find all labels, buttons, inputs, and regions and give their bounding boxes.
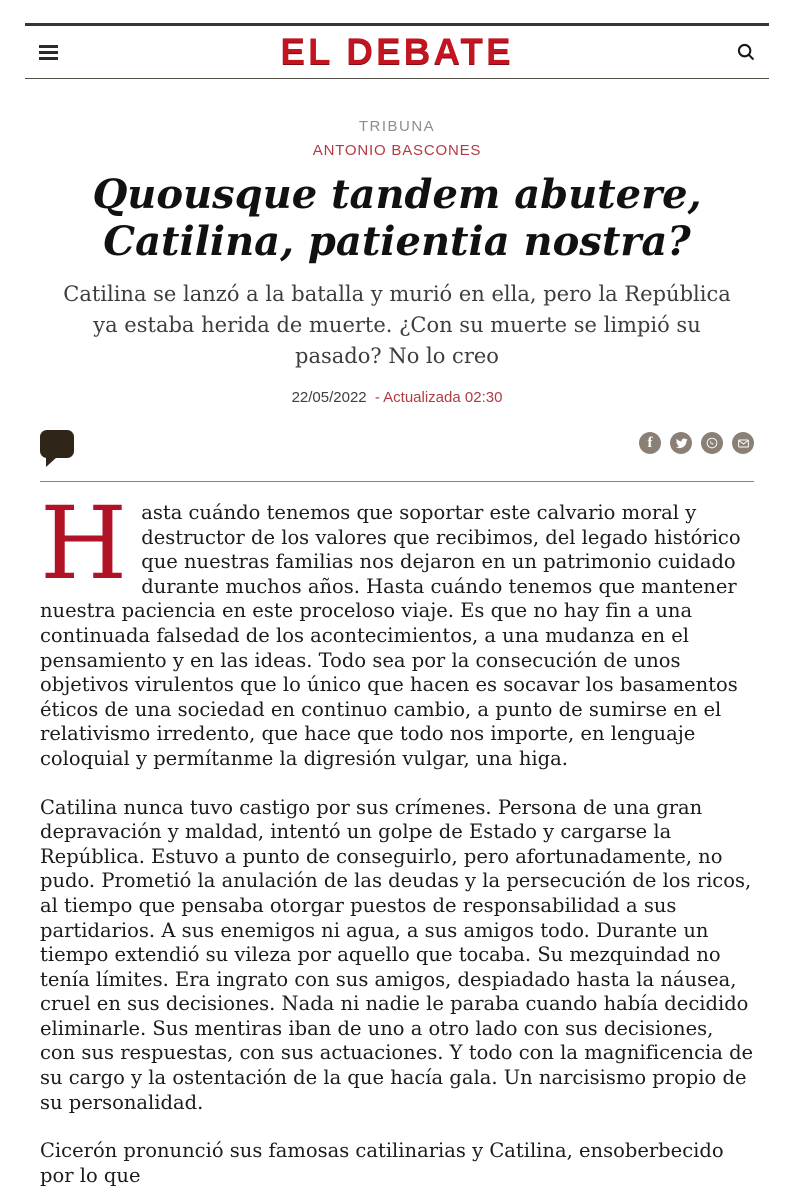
article-subtitle: Catilina se lanzó a la batalla y murió en ella, pero la República ya estaba herida de muerte. ¿Con su muerte se limpió su pasado? No lo creo <box>63 282 731 368</box>
header-bottom-rule <box>25 78 769 79</box>
article <box>40 118 754 1188</box>
publish-date: 22/05/2022 <box>291 389 367 406</box>
site-header <box>0 23 794 79</box>
share-row <box>40 430 754 466</box>
article-divider <box>40 481 754 482</box>
dateline <box>40 389 754 406</box>
paragraph: Catilina nunca tuvo castigo por sus crímenes. Persona de una gran depravación y maldad, intentó un golpe de Estado y cargarse la República. Estuvo a punto de conseguirlo, pero afortunadamente, no pudo. Prometió la anulación de las deudas y la persecución de los ricos, al tiempo que pensaba otorgar puestos de responsabilidad a sus partidarios. A sus enemigos ni agua, a sus amigos todo. Durante un tiempo extendió su vileza por aquello que tocaba. Su mezquindad no tenía límites. Era ingrato con sus amigos, despiadado hasta la náusea, cruel en sus decisiones. Nada ni nadie le paraba cuando había decidido eliminarle. Sus mentiras iban de uno a otro lado con sus decisiones, con sus respuestas, con sus actuaciones. Y todo con la magnificencia de su cargo y la ostentación de la que hacía gala. Un narcisismo propio de su personalidad. <box>40 795 754 1114</box>
page <box>0 23 794 1187</box>
drop-cap: H <box>40 485 128 602</box>
social-share-icons <box>639 432 754 454</box>
email-share-icon[interactable] <box>732 432 754 454</box>
whatsapp-share-icon[interactable] <box>701 432 723 454</box>
header-bar <box>25 26 769 78</box>
updated-timestamp: - Actualizada 02:30 <box>374 389 503 406</box>
facebook-share-icon[interactable]: f <box>639 432 661 454</box>
site-logo[interactable]: EL DEBATE <box>280 31 514 72</box>
search-icon[interactable] <box>735 41 757 63</box>
author-name[interactable]: ANTONIO BASCONES <box>312 142 482 159</box>
article-body <box>40 485 754 1188</box>
article-title: Quousque tandem abutere, Catilina, patientia nostra? <box>92 171 702 265</box>
paragraph: Hasta cuándo tenemos que soportar este calvario moral y destructor de los valores que recibimos, del legado histórico que nuestras familias nos dejaron en un patrimonio cuidado durante muchos años. Hasta cuándo tenemos que mantener nuestra paciencia en este proceloso viaje. Es que no hay fin a una continuada falsedad de los acontecimientos, a una mudanza en el pensamiento y en las ideas. Todo sea por la consecución de unos objetivos virulentos que lo único que hacen es socavar los basamentos éticos de una sociedad en continuo cambio, a punto de sumirse en el relativismo irredento, que hace que todo nos importe, en lenguaje coloquial y permítanme la digresión vulgar, una higa. <box>40 485 741 770</box>
comments-icon[interactable] <box>40 430 74 458</box>
twitter-share-icon[interactable] <box>670 432 692 454</box>
paragraph: Cicerón pronunció sus famosas catilinarias y Catilina, ensoberbecido por lo que <box>40 1139 724 1187</box>
section-kicker[interactable]: TRIBUNA <box>358 118 436 135</box>
